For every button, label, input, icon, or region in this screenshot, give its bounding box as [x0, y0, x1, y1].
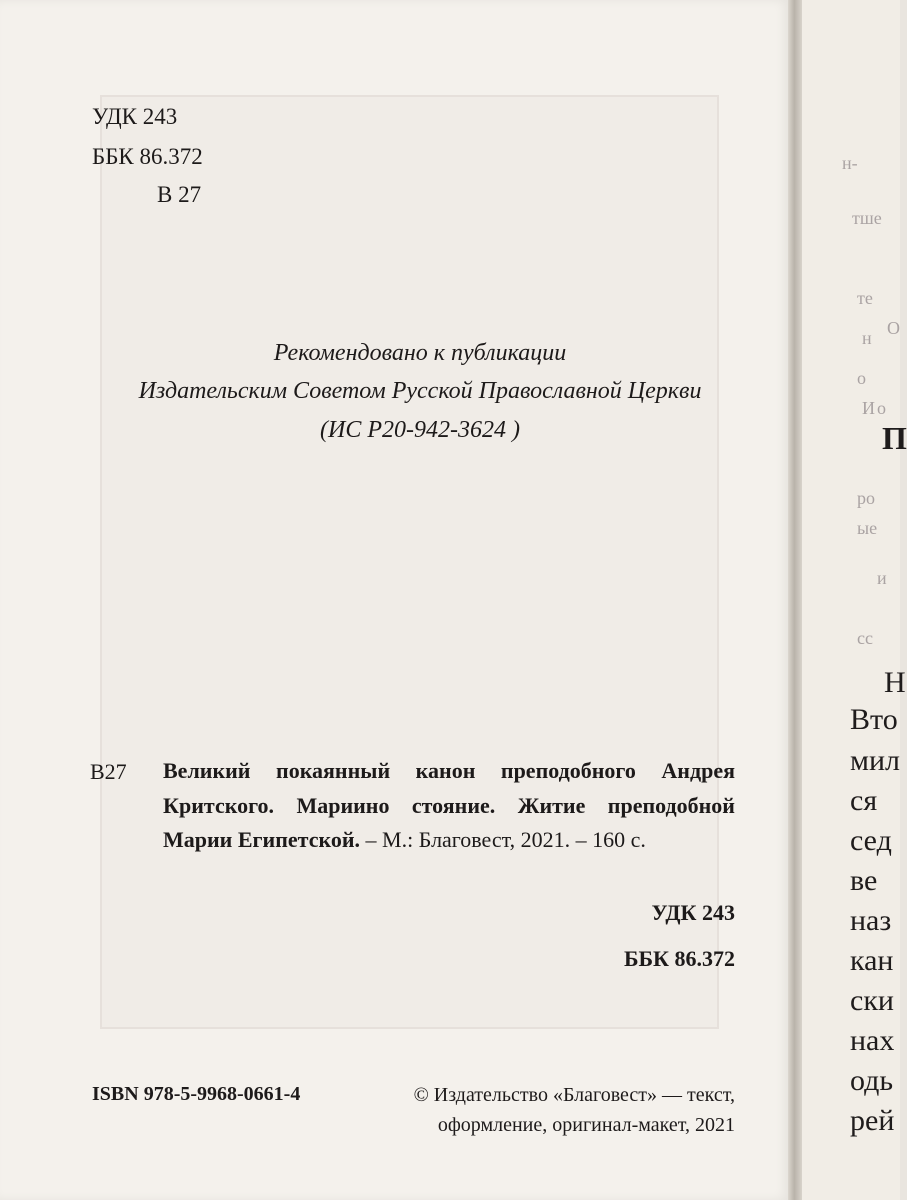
right-text-fragment: ро: [857, 488, 875, 508]
right-page: [802, 0, 907, 1200]
right-text-fragment: н-: [842, 153, 858, 173]
right-text-line: ве: [850, 864, 878, 897]
right-text-line: нах: [850, 1024, 895, 1057]
right-text-fragment: О: [887, 318, 900, 338]
right-text-fragment: и: [877, 568, 887, 588]
right-text-fragment: н: [862, 328, 872, 348]
copyright-line-2: оформление, оригинал-макет, 2021: [437, 1114, 735, 1136]
citation-label: В27: [90, 759, 127, 784]
copyright-line-1: © Издательство «Благовест» — текст,: [413, 1084, 735, 1106]
right-text-line: сед: [850, 824, 892, 857]
citation-title: Великий покаянный канон преподобного Андрея Критского. Мариино стояние. Житие преподобной Марии Египетской.: [163, 758, 735, 852]
right-text-fragment: И: [862, 398, 875, 418]
recommendation-line-2: Издательским Советом Русской Православной Церкви: [138, 378, 702, 404]
right-text-fragment: те: [857, 288, 873, 308]
recommendation-line-3: (ИС Р20-942-3624 ): [320, 417, 520, 443]
udk-code: УДК 243: [92, 104, 178, 129]
right-heading-fragment: П: [882, 420, 907, 456]
right-text-line: одь: [850, 1064, 894, 1097]
right-text-line: ся: [850, 784, 878, 817]
right-text-line: ски: [850, 984, 894, 1017]
right-text-fragment: ые: [857, 518, 878, 538]
citation-imprint: – М.: Благовест, 2021. – 160 с.: [360, 827, 646, 852]
page-gutter: [788, 0, 802, 1200]
right-text-line: Н: [884, 666, 906, 699]
copyright-notice: [365, 1080, 735, 1140]
right-text-line: наз: [850, 904, 892, 937]
right-text-fragment: тше: [852, 208, 882, 228]
right-text-line: мил: [850, 744, 901, 777]
citation-udk: УДК 243: [651, 900, 735, 925]
right-text-line: кан: [850, 944, 894, 977]
right-text-line: Вто: [850, 703, 898, 736]
bibliographic-citation: [163, 754, 735, 858]
citation-bbk: ББК 86.372: [623, 946, 735, 971]
right-text-fragment: о: [877, 398, 886, 418]
bbk-code: ББК 86.372: [92, 144, 203, 169]
recommendation-line-1: Рекомендовано к публикации: [273, 340, 567, 366]
right-text-fragment: сс: [857, 628, 873, 648]
isbn: ISBN 978-5-9968-0661-4: [92, 1083, 301, 1105]
author-code: В 27: [157, 182, 202, 207]
right-text-fragment: о: [857, 368, 866, 388]
bleed-through-cover: [100, 95, 719, 1029]
right-text-line: рей: [850, 1104, 895, 1137]
